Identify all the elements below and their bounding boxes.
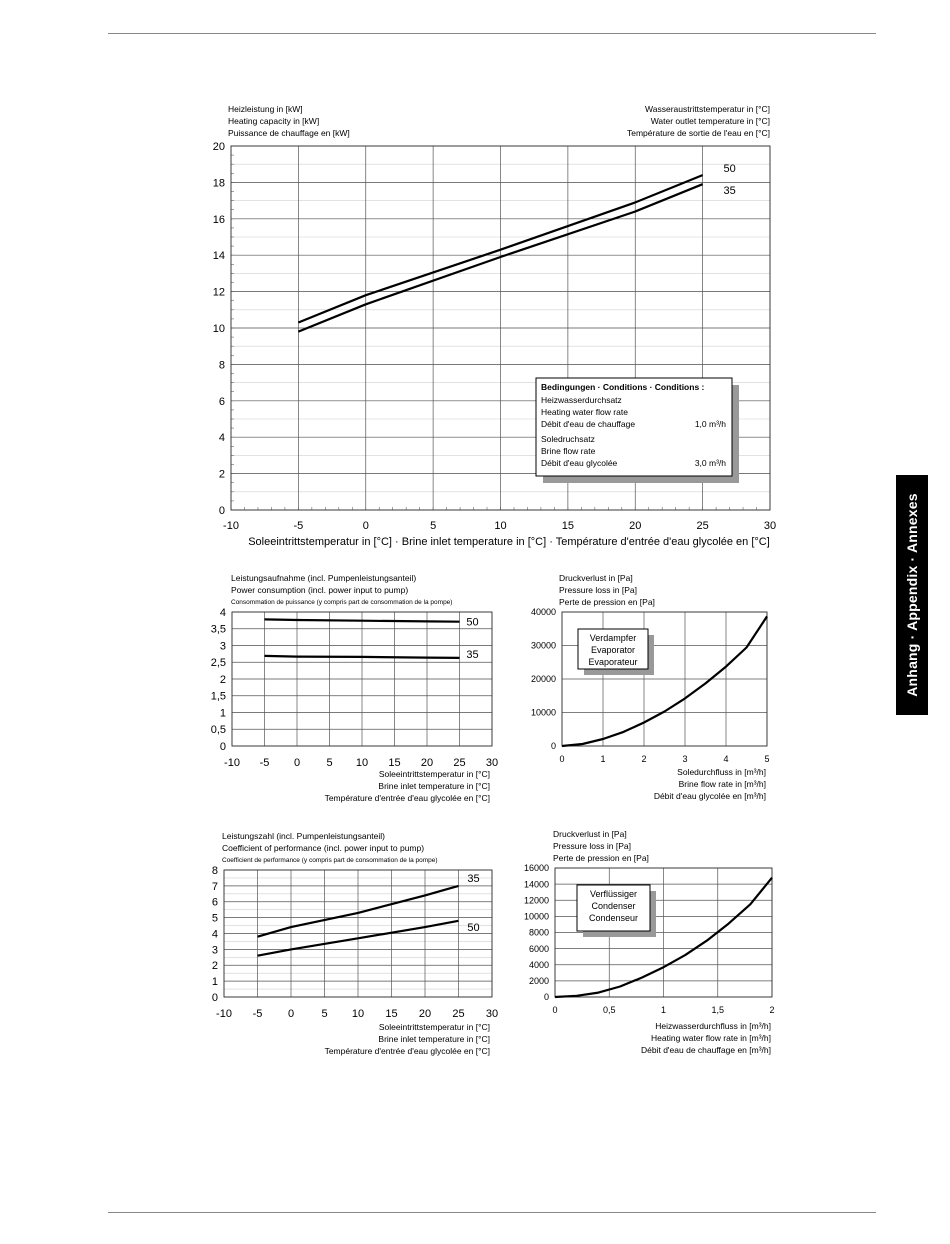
x-tick-label: 20 [629, 520, 642, 532]
series-line-35 [265, 656, 460, 658]
y-tick-label: 4 [218, 432, 225, 445]
y-tick-label: 10 [212, 322, 225, 335]
y-tick-label: 0,5 [210, 724, 226, 737]
series-label-35: 35 [723, 185, 736, 198]
x-tick-label: 0 [552, 1005, 558, 1015]
legend-box-line: Evaporateur [588, 657, 638, 667]
x-tick-label: 25 [453, 757, 466, 769]
x-tick-label: 20 [420, 757, 434, 769]
series-label-50: 50 [723, 163, 736, 176]
x-tick-label: -10 [223, 520, 239, 532]
chart-3-title-line: Leistungszahl (incl. Pumpenleistungsanteil) [222, 831, 386, 841]
chart-4-x-axis-label: Heizwasserdurchfluss in [m³/h] [655, 1021, 771, 1031]
y-tick-label: 16 [212, 213, 225, 226]
y-tick-label: 1 [211, 976, 218, 989]
y-tick-label: 20000 [530, 674, 556, 685]
chart-4-title-line: Druckverlust in [Pa] [553, 829, 627, 839]
series-label-35: 35 [467, 872, 480, 885]
conditions-title: Bedingungen · Conditions · Conditions : [541, 382, 705, 392]
x-tick-label: 10 [494, 520, 507, 532]
y-tick-label: 8000 [528, 927, 549, 938]
chart-1-title-line: Leistungsaufnahme (incl. Pumpenleistungsanteil) [231, 573, 417, 583]
chart-0-title-line: Heizleistung in [kW] [228, 104, 303, 114]
y-tick-label: 2 [211, 960, 218, 973]
x-tick-label: 1,5 [711, 1005, 725, 1015]
x-tick-label: 30 [485, 757, 499, 769]
x-tick-label: 15 [388, 757, 401, 769]
chart-2-x-axis-label: Soledurchfluss in [m³/h] [677, 767, 766, 777]
x-tick-label: 10 [351, 1008, 365, 1020]
y-tick-label: 8 [211, 864, 218, 877]
y-tick-label: 6 [211, 896, 218, 909]
chart-0-title-right-line: Water outlet temperature in [°C] [650, 116, 770, 126]
y-tick-label: 3 [219, 640, 226, 653]
chart-0-title-line: Heating capacity in [kW] [228, 116, 320, 126]
legend-box-line: Condenseur [588, 913, 639, 923]
x-tick-label: 2 [769, 1005, 775, 1015]
y-tick-label: 4000 [528, 959, 549, 970]
y-tick-label: 6 [218, 395, 225, 408]
x-tick-label: 5 [326, 757, 333, 769]
chart-2-title-line: Druckverlust in [Pa] [559, 573, 633, 583]
x-tick-label: 1 [660, 1005, 667, 1015]
chart-1-title-line: Consommation de puissance (y compris part de consommation de la pompe) [231, 599, 453, 606]
chart-0-x-axis-label: Soleeintrittstemperatur in [°C] · Brine inlet temperature in [°C] · Température d'entrée d'eau glycolée en [°C] [248, 536, 770, 548]
x-tick-label: 0 [293, 757, 301, 769]
chart-4-title-line: Perte de pression en [Pa] [553, 853, 649, 863]
chart-1-x-axis-label: Température d'entrée d'eau glycolée en [°C] [324, 793, 490, 803]
y-tick-label: 0 [550, 741, 556, 752]
legend-box-line: Verdampfer [589, 633, 637, 643]
x-tick-label: 0 [362, 520, 369, 532]
x-tick-label: 30 [485, 1008, 499, 1020]
chart-3-x-axis-label: Soleeintrittstemperatur in [°C] [378, 1022, 490, 1032]
y-tick-label: 20 [212, 140, 225, 153]
chart-3-title-line: Coefficient of performance (incl. power input to pump) [222, 843, 425, 853]
y-tick-label: 3,5 [210, 623, 226, 636]
conditions-line: Débit d'eau glycolée [541, 458, 618, 468]
x-tick-label: 3 [682, 754, 688, 764]
x-tick-label: 2 [641, 754, 647, 764]
y-tick-label: 14 [212, 250, 225, 263]
conditions-line: Brine flow rate [541, 446, 596, 456]
series-label-50: 50 [466, 616, 479, 629]
legend-box-line: Condenser [591, 901, 636, 911]
conditions-value: 1,0 m³/h [694, 419, 726, 429]
chart-4-title-line: Pressure loss in [Pa] [553, 841, 631, 851]
y-tick-label: 1 [219, 707, 226, 720]
y-tick-label: 1,5 [210, 690, 226, 703]
y-tick-label: 18 [212, 177, 225, 190]
chart-1-x-axis-label: Brine inlet temperature in [°C] [378, 781, 490, 791]
x-tick-label: -5 [259, 757, 270, 769]
y-tick-label: 12000 [523, 895, 549, 906]
series-label-50: 50 [467, 921, 480, 934]
chart-1-title-line: Power consumption (incl. power input to pump) [231, 585, 409, 595]
x-tick-label: 15 [385, 1008, 398, 1020]
y-tick-label: 7 [211, 880, 218, 893]
y-tick-label: 2 [218, 468, 225, 481]
chart-3-x-axis-label: Température d'entrée d'eau glycolée en [°C] [324, 1046, 490, 1056]
conditions-line: Heating water flow rate [541, 407, 628, 417]
side-tab-label: Anhang · Appendix · Annexes [904, 493, 920, 697]
conditions-value: 3,0 m³/h [694, 458, 726, 468]
x-tick-label: 0,5 [602, 1005, 616, 1015]
x-tick-label: 0 [287, 1008, 295, 1020]
y-tick-label: 14000 [523, 879, 549, 890]
x-tick-label: 0 [559, 754, 565, 764]
x-tick-label: 10 [355, 757, 369, 769]
y-tick-label: 2 [219, 673, 226, 686]
x-tick-label: -10 [224, 757, 240, 769]
y-tick-label: 8 [218, 359, 225, 372]
chart-2-title-line: Pressure loss in [Pa] [559, 585, 637, 595]
x-tick-label: -5 [252, 1008, 263, 1020]
conditions-line: Débit d'eau de chauffage [541, 419, 636, 429]
x-tick-label: 25 [452, 1008, 465, 1020]
y-tick-label: 30000 [530, 640, 556, 651]
x-tick-label: 1 [600, 754, 606, 764]
chart-0-title-right-line: Wasseraustrittstemperatur in [°C] [645, 104, 770, 114]
conditions-line: Soledruchsatz [541, 434, 595, 444]
x-tick-label: 20 [418, 1008, 432, 1020]
chart-2-title-line: Perte de pression en [Pa] [559, 597, 655, 607]
chart-2-x-axis-label: Brine flow rate in [m³/h] [678, 779, 766, 789]
chart-1-x-axis-label: Soleeintrittstemperatur in [°C] [378, 769, 490, 779]
y-tick-label: 5 [211, 912, 218, 925]
chart-2-x-axis-label: Débit d'eau glycolée en [m³/h] [653, 791, 766, 801]
x-tick-label: 5 [764, 754, 770, 764]
y-tick-label: 10000 [530, 707, 556, 718]
y-tick-label: 4 [211, 928, 218, 941]
chart-4-x-axis-label: Heating water flow rate in [m³/h] [651, 1033, 771, 1043]
x-tick-label: 4 [723, 754, 729, 764]
y-tick-label: 0 [211, 991, 218, 1004]
y-tick-label: 0 [543, 992, 549, 1003]
x-tick-label: 30 [763, 520, 777, 532]
y-tick-label: 12 [212, 286, 225, 299]
x-tick-label: 5 [430, 520, 437, 532]
y-tick-label: 2,5 [210, 657, 226, 670]
chart-4-x-axis-label: Débit d'eau de chauffage en [m³/h] [641, 1045, 771, 1055]
chart-0-title-right-line: Température de sortie de l'eau en [°C] [627, 128, 770, 138]
x-tick-label: 15 [561, 520, 574, 532]
y-tick-label: 16000 [523, 863, 549, 874]
y-tick-label: 10000 [523, 911, 549, 922]
x-tick-label: -10 [216, 1008, 232, 1020]
y-tick-label: 6000 [528, 943, 549, 954]
chart-3-title-line: Coefficient de performance (y compris part de consommation de la pompe) [222, 857, 438, 864]
y-tick-label: 40000 [530, 607, 556, 618]
y-tick-label: 0 [218, 504, 225, 517]
series-label-35: 35 [466, 648, 479, 661]
chart-3-x-axis-label: Brine inlet temperature in [°C] [378, 1034, 490, 1044]
y-tick-label: 2000 [528, 976, 549, 987]
conditions-line: Heizwasserdurchsatz [541, 395, 622, 405]
x-tick-label: 5 [321, 1008, 328, 1020]
y-tick-label: 3 [211, 944, 218, 957]
chart-0-title-line: Puissance de chauffage en [kW] [228, 128, 350, 138]
y-tick-label: 0 [219, 740, 226, 753]
y-tick-label: 4 [219, 606, 226, 619]
legend-box-line: Verflüssiger [589, 889, 638, 899]
x-tick-label: 25 [696, 520, 709, 532]
legend-box-line: Evaporator [590, 645, 636, 655]
x-tick-label: -5 [293, 520, 304, 532]
series-line-50 [265, 619, 460, 621]
